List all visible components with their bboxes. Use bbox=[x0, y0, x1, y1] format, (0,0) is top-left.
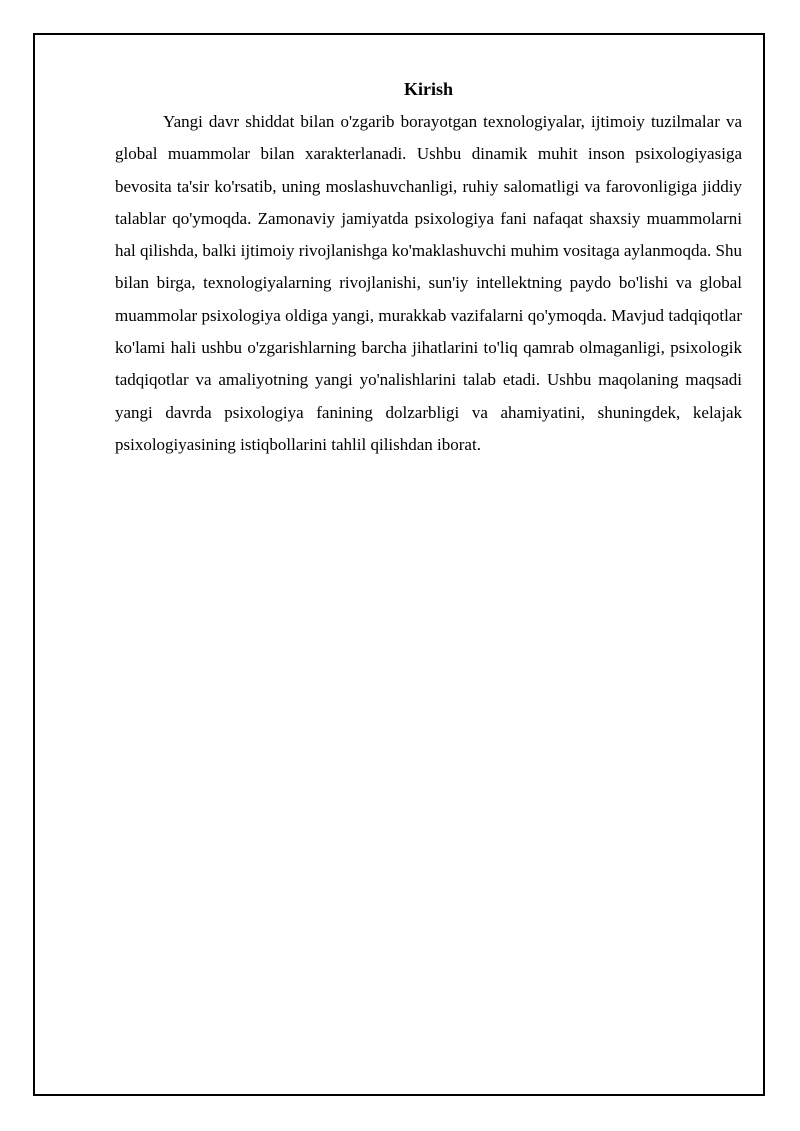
document-body bbox=[115, 76, 742, 461]
intro-paragraph: Yangi davr shiddat bilan o'zgarib borayotgan texnologiyalar, ijtimoiy tuzilmalar va global muammolar bilan xarakterlanadi. Ushbu dinamik muhit inson psixologiyasiga bevosita ta'sir ko'rsatib, uning moslashuvchanligi, ruhiy salomatligi va farovonligiga jiddiy talablar qo'ymoqda. Zamonaviy jamiyatda psixologiya fani nafaqat shaxsiy muammolarni hal qilishda, balki ijtimoiy rivojlanishga ko'maklashuvchi muhim vositaga aylanmoqda. Shu bilan birga, texnologiyalarning rivojlanishi, sun'iy intellektning paydo bo'lishi va global muammolar psixologiya oldiga yangi, murakkab vazifalarni qo'ymoqda. Mavjud tadqiqotlar ko'lami hali ushbu o'zgarishlarning barcha jihatlarini to'liq qamrab olmaganligi, psixologik tadqiqotlar va amaliyotning yangi yo'nalishlarini talab etadi. Ushbu maqolaning maqsadi yangi davrda psixologiya fanining dolzarbligi va ahamiyatini, shuningdek, kelajak psixologiyasining istiqbollarini tahlil qilishdan iborat. bbox=[115, 112, 742, 454]
section-title: Kirish bbox=[403, 79, 453, 99]
